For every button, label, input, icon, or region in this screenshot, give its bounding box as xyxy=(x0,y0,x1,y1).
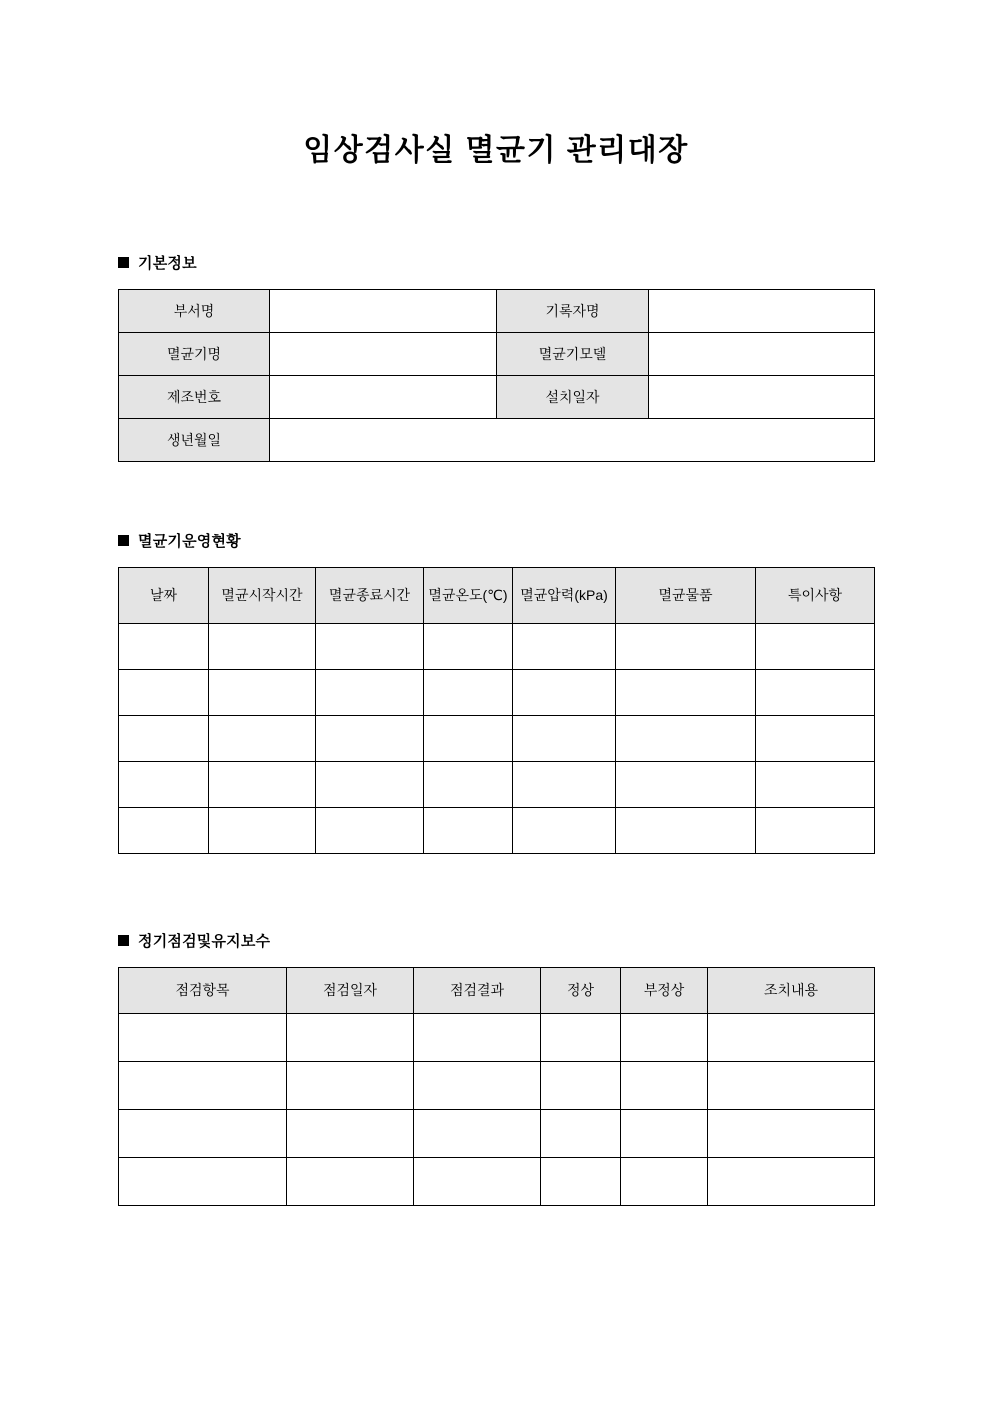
field-label-serial-number: 제조번호 xyxy=(119,376,270,419)
cell-action-taken[interactable] xyxy=(708,1062,875,1110)
cell-pressure[interactable] xyxy=(513,624,616,670)
cell-normal[interactable] xyxy=(541,1110,621,1158)
cell-inspection-date[interactable] xyxy=(287,1062,414,1110)
cell-start-time[interactable] xyxy=(209,624,316,670)
column-header-pressure: 멸균압력(kPa) xyxy=(513,568,616,624)
table-row xyxy=(119,1158,875,1206)
page-title: 임상검사실 멸균기 관리대장 xyxy=(303,134,689,167)
table-row xyxy=(119,670,875,716)
cell-sterilized-items[interactable] xyxy=(616,808,756,854)
field-label-recorder-name: 기록자명 xyxy=(497,290,649,333)
column-header-start-time: 멸균시작시간 xyxy=(209,568,316,624)
cell-inspection-item[interactable] xyxy=(119,1110,287,1158)
cell-start-time[interactable] xyxy=(209,716,316,762)
cell-end-time[interactable] xyxy=(316,762,424,808)
cell-inspection-result[interactable] xyxy=(414,1158,541,1206)
cell-temperature[interactable] xyxy=(424,808,513,854)
cell-sterilized-items[interactable] xyxy=(616,624,756,670)
basic-info-table xyxy=(118,289,875,462)
section-heading-operations xyxy=(118,530,241,551)
cell-inspection-result[interactable] xyxy=(414,1014,541,1062)
cell-remarks[interactable] xyxy=(756,808,875,854)
cell-temperature[interactable] xyxy=(424,762,513,808)
field-value-recorder-name[interactable] xyxy=(649,290,875,333)
section-heading-operations-label: 멸균기운영현황 xyxy=(138,533,241,550)
table-row xyxy=(119,419,875,462)
cell-start-time[interactable] xyxy=(209,670,316,716)
field-value-sterilizer-name[interactable] xyxy=(270,333,497,376)
column-header-inspection-item: 점검항목 xyxy=(119,968,287,1014)
cell-start-time[interactable] xyxy=(209,762,316,808)
cell-pressure[interactable] xyxy=(513,716,616,762)
table-row xyxy=(119,762,875,808)
table-row xyxy=(119,376,875,419)
cell-abnormal[interactable] xyxy=(621,1110,708,1158)
field-label-sterilizer-model: 멸균기모델 xyxy=(497,333,649,376)
column-header-sterilized-items: 멸균물품 xyxy=(616,568,756,624)
cell-pressure[interactable] xyxy=(513,670,616,716)
field-label-install-date: 설치일자 xyxy=(497,376,649,419)
cell-start-time[interactable] xyxy=(209,808,316,854)
square-bullet-icon xyxy=(118,935,129,946)
section-heading-basic-info-label: 기본정보 xyxy=(138,255,197,272)
cell-remarks[interactable] xyxy=(756,624,875,670)
field-label-date-of-birth: 생년월일 xyxy=(119,419,270,462)
table-row xyxy=(119,1110,875,1158)
table-header-row xyxy=(119,568,875,624)
cell-end-time[interactable] xyxy=(316,670,424,716)
cell-normal[interactable] xyxy=(541,1158,621,1206)
field-value-install-date[interactable] xyxy=(649,376,875,419)
cell-abnormal[interactable] xyxy=(621,1062,708,1110)
cell-pressure[interactable] xyxy=(513,762,616,808)
table-row xyxy=(119,290,875,333)
cell-inspection-result[interactable] xyxy=(414,1110,541,1158)
cell-date[interactable] xyxy=(119,808,209,854)
column-header-date: 날짜 xyxy=(119,568,209,624)
square-bullet-icon xyxy=(118,535,129,546)
field-value-date-of-birth[interactable] xyxy=(270,419,875,462)
cell-temperature[interactable] xyxy=(424,624,513,670)
cell-temperature[interactable] xyxy=(424,670,513,716)
cell-sterilized-items[interactable] xyxy=(616,670,756,716)
cell-inspection-item[interactable] xyxy=(119,1062,287,1110)
table-row xyxy=(119,808,875,854)
field-label-department: 부서명 xyxy=(119,290,270,333)
field-value-department[interactable] xyxy=(270,290,497,333)
cell-end-time[interactable] xyxy=(316,624,424,670)
column-header-action-taken: 조치내용 xyxy=(708,968,875,1014)
column-header-abnormal: 부정상 xyxy=(621,968,708,1014)
section-heading-basic-info xyxy=(118,252,197,273)
cell-sterilized-items[interactable] xyxy=(616,762,756,808)
field-value-sterilizer-model[interactable] xyxy=(649,333,875,376)
cell-inspection-date[interactable] xyxy=(287,1158,414,1206)
cell-inspection-date[interactable] xyxy=(287,1110,414,1158)
section-heading-maintenance-label: 정기점검및유지보수 xyxy=(138,933,271,950)
field-value-serial-number[interactable] xyxy=(270,376,497,419)
cell-action-taken[interactable] xyxy=(708,1014,875,1062)
cell-temperature[interactable] xyxy=(424,716,513,762)
field-label-sterilizer-name: 멸균기명 xyxy=(119,333,270,376)
section-heading-maintenance xyxy=(118,930,270,951)
cell-abnormal[interactable] xyxy=(621,1158,708,1206)
cell-date[interactable] xyxy=(119,762,209,808)
cell-pressure[interactable] xyxy=(513,808,616,854)
operations-log-table xyxy=(118,567,875,854)
column-header-inspection-date: 점검일자 xyxy=(287,968,414,1014)
cell-inspection-result[interactable] xyxy=(414,1062,541,1110)
cell-remarks[interactable] xyxy=(756,762,875,808)
maintenance-table xyxy=(118,967,875,1206)
column-header-remarks: 특이사항 xyxy=(756,568,875,624)
square-bullet-icon xyxy=(118,257,129,268)
column-header-temperature: 멸균온도(℃) xyxy=(424,568,513,624)
cell-action-taken[interactable] xyxy=(708,1110,875,1158)
cell-sterilized-items[interactable] xyxy=(616,716,756,762)
table-row xyxy=(119,1062,875,1110)
cell-end-time[interactable] xyxy=(316,716,424,762)
cell-normal[interactable] xyxy=(541,1062,621,1110)
table-row xyxy=(119,716,875,762)
cell-date[interactable] xyxy=(119,716,209,762)
cell-date[interactable] xyxy=(119,624,209,670)
table-header-row xyxy=(119,968,875,1014)
table-row xyxy=(119,333,875,376)
table-row xyxy=(119,1014,875,1062)
cell-action-taken[interactable] xyxy=(708,1158,875,1206)
column-header-inspection-result: 점검결과 xyxy=(414,968,541,1014)
cell-end-time[interactable] xyxy=(316,808,424,854)
cell-normal[interactable] xyxy=(541,1014,621,1062)
cell-abnormal[interactable] xyxy=(621,1014,708,1062)
column-header-normal: 정상 xyxy=(541,968,621,1014)
cell-inspection-item[interactable] xyxy=(119,1014,287,1062)
cell-date[interactable] xyxy=(119,670,209,716)
column-header-end-time: 멸균종료시간 xyxy=(316,568,424,624)
cell-inspection-item[interactable] xyxy=(119,1158,287,1206)
cell-inspection-date[interactable] xyxy=(287,1014,414,1062)
cell-remarks[interactable] xyxy=(756,716,875,762)
cell-remarks[interactable] xyxy=(756,670,875,716)
table-row xyxy=(119,624,875,670)
